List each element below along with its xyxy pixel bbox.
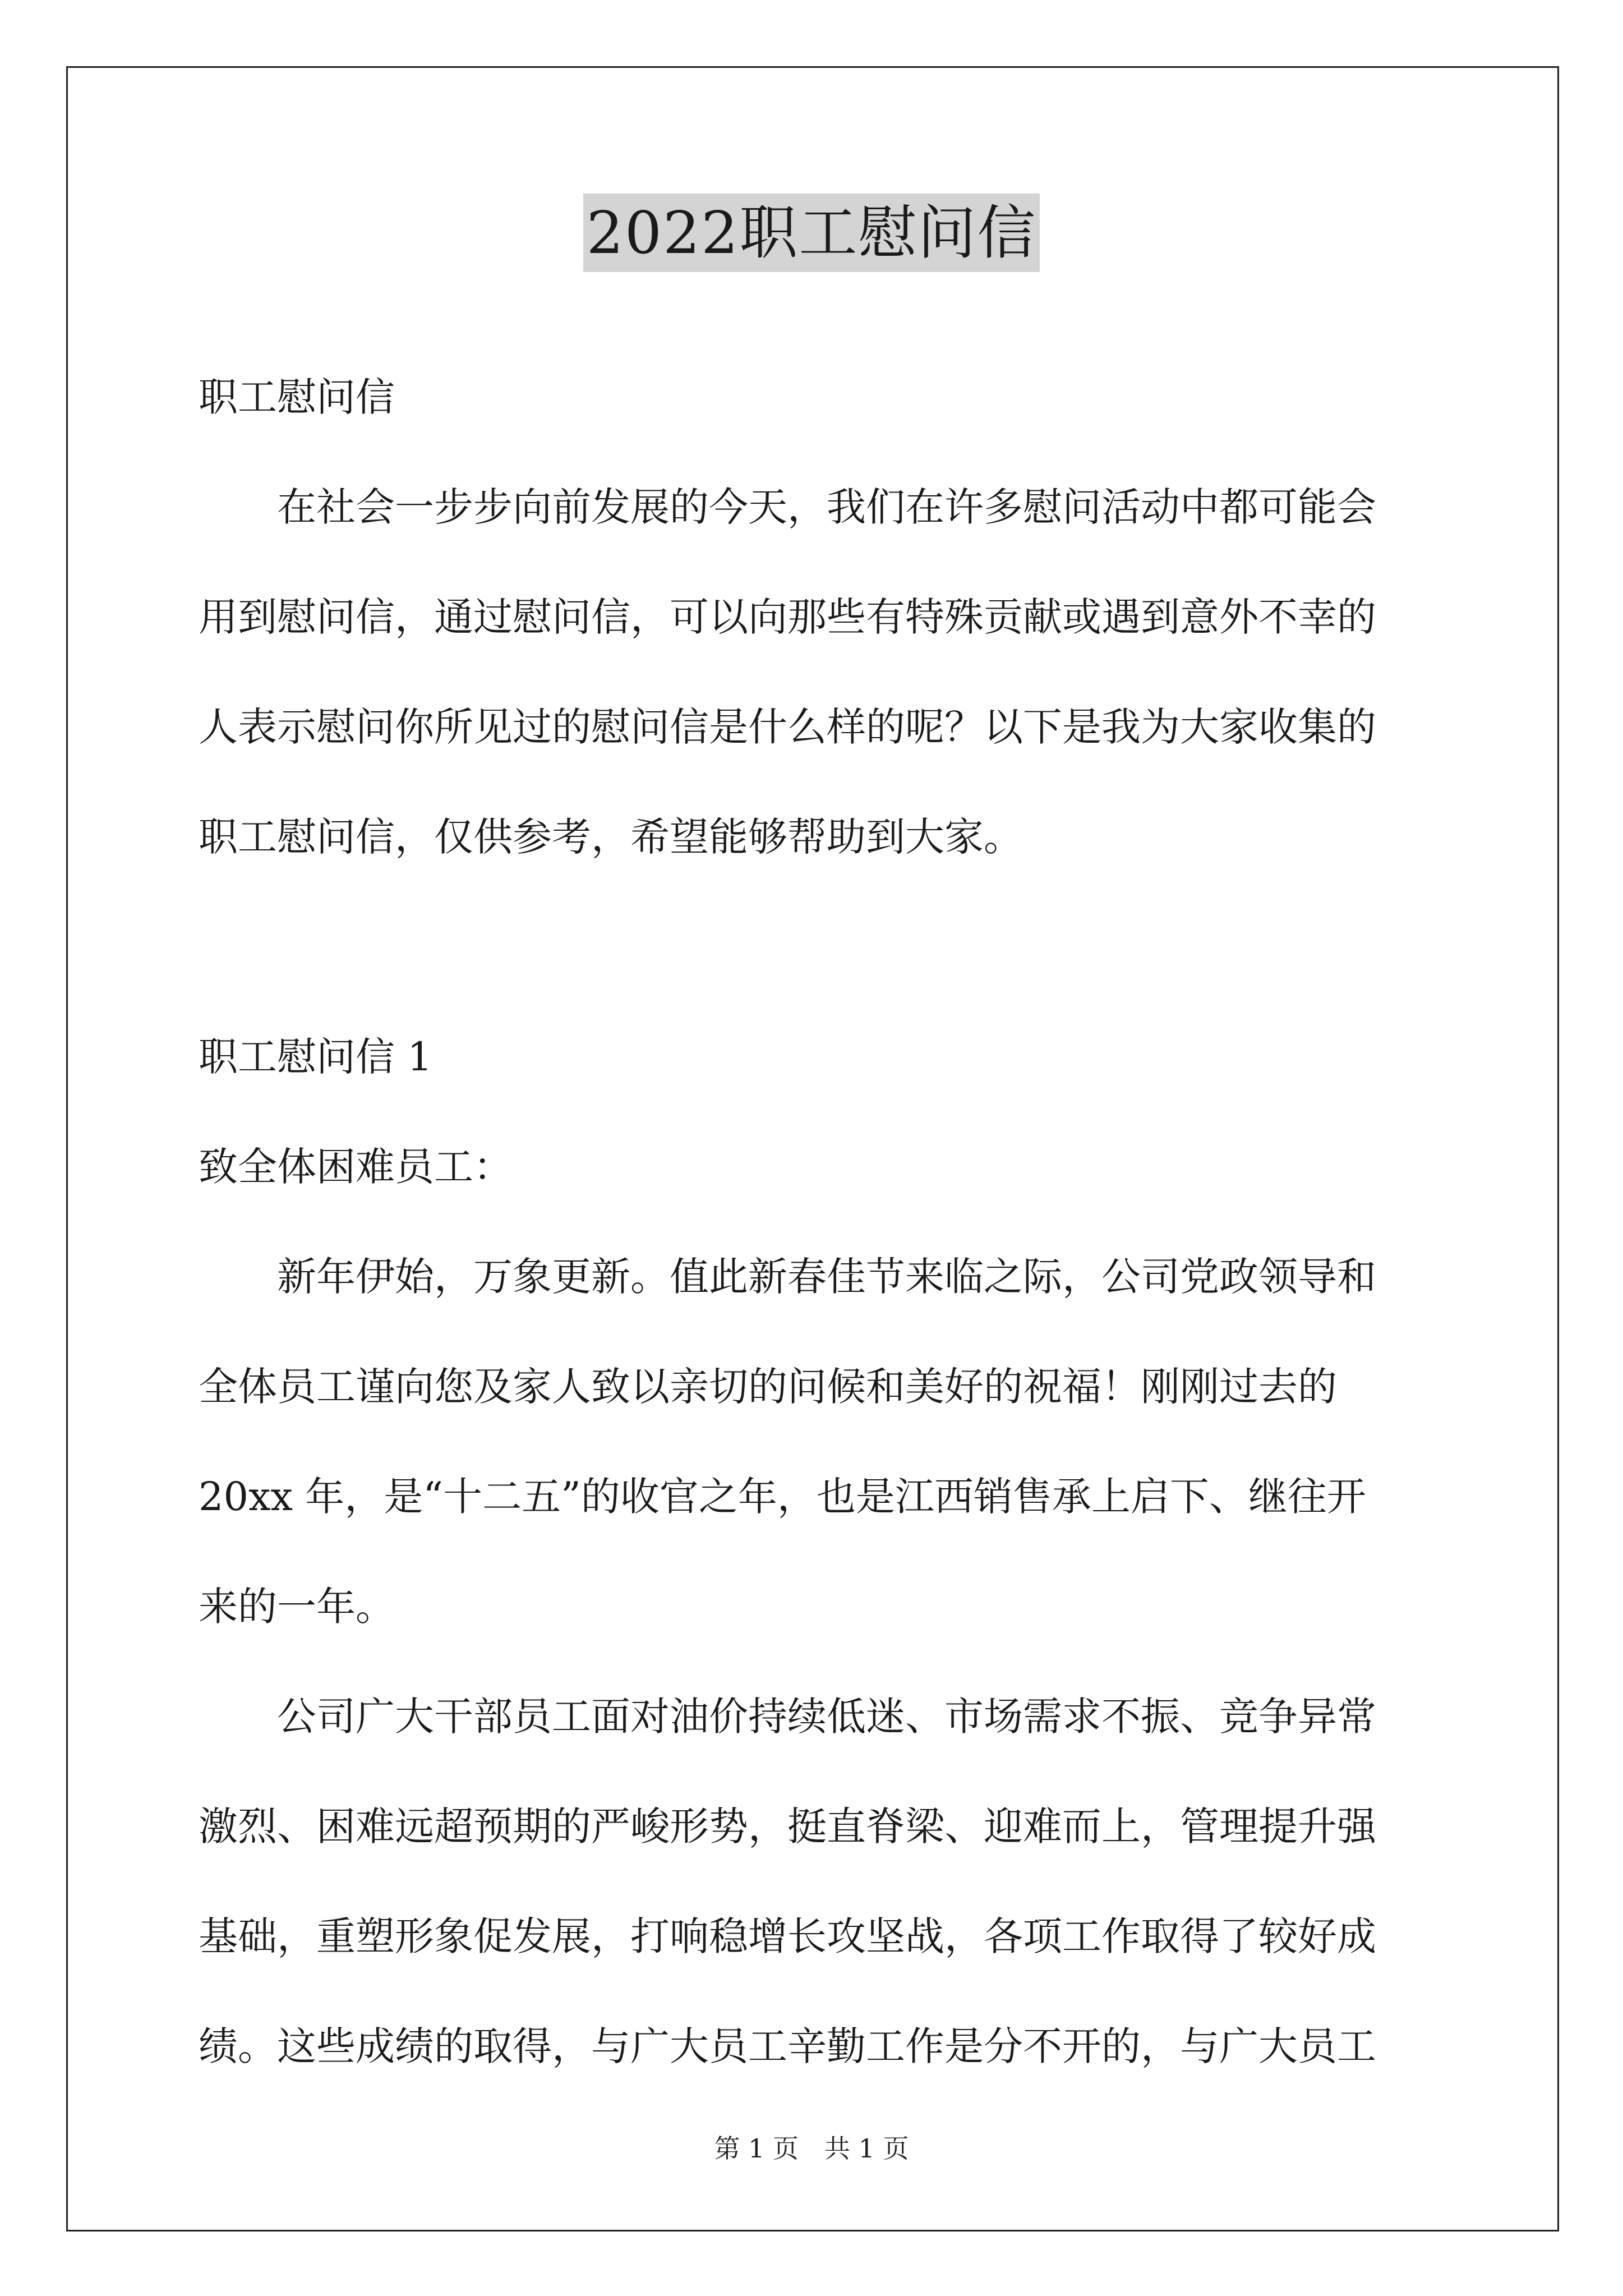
title-container xyxy=(0,194,1623,272)
intro-heading: 职工慰问信 xyxy=(199,374,395,420)
paragraph2-line-4: 绩。这些成绩的取得，与广大员工辛勤工作是分不开的，与广大员工 xyxy=(199,2023,1376,2069)
section-heading: 职工慰问信 1 xyxy=(199,1034,432,1080)
spacer xyxy=(199,892,1430,1002)
intro-line-1: 在社会一步步向前发展的今天，我们在许多慰问活动中都可能会 xyxy=(277,484,1376,530)
paragraph1-line-3: 20xx 年，是“十二五”的收官之年，也是江西销售承上启下、继往开 xyxy=(199,1474,1366,1520)
intro-line-3: 人表示慰问你所见过的慰问信是什么样的呢？以下是我为大家收集的 xyxy=(199,704,1376,750)
salutation: 致全体困难员工： xyxy=(199,1144,513,1190)
page-indicator: 第 1 页 共 1 页 xyxy=(714,2133,909,2164)
document-title: 2022职工慰问信 xyxy=(583,194,1040,272)
paragraph1-line-1: 新年伊始，万象更新。值此新春佳节来临之际，公司党政领导和 xyxy=(277,1254,1376,1300)
page-footer xyxy=(0,2132,1623,2165)
paragraph2-line-2: 激烈、困难远超预期的严峻形势，挺直脊梁、迎难而上，管理提升强 xyxy=(199,1803,1376,1849)
intro-line-2: 用到慰问信，通过慰问信，可以向那些有特殊贡献或遇到意外不幸的 xyxy=(199,594,1376,640)
document-body xyxy=(199,342,1430,2101)
intro-line-4: 职工慰问信，仅供参考，希望能够帮助到大家。 xyxy=(199,814,1023,860)
paragraph2-line-3: 基础，重塑形象促发展，打响稳增长攻坚战，各项工作取得了较好成 xyxy=(199,1913,1376,1959)
paragraph2-line-1: 公司广大干部员工面对油价持续低迷、市场需求不振、竞争异常 xyxy=(277,1694,1376,1740)
paragraph1-line-2: 全体员工谨向您及家人致以亲切的问候和美好的祝福！刚刚过去的 xyxy=(199,1364,1337,1410)
paragraph1-line-4: 来的一年。 xyxy=(199,1584,395,1630)
